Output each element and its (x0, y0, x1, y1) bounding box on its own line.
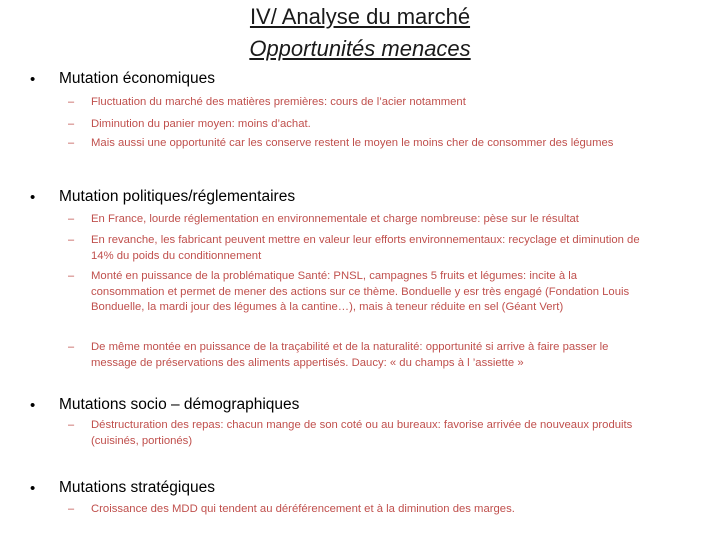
dash-icon: – (68, 96, 75, 108)
list-item: Monté en puissance de la problématique Santé: PNSL, campagnes 5 fruits et légumes: incite à la consommation et permet de mener des actions sur ce thème. Bonduelle y esr très engagé (Fondation Louis Bonduelle, la mardi jour des légumes à la cantine…), mais à teneur réduite en sel (Géant Vert) (91, 270, 630, 314)
bullet-icon: • (30, 480, 36, 497)
dash-icon: – (68, 213, 75, 225)
section-heading-socio-demographiques: Mutations socio – démographiques (59, 396, 300, 413)
bullet-icon: • (30, 397, 36, 414)
list-item: Croissance des MDD qui tendent au déréférencement et à la diminution des marges. (91, 503, 515, 515)
list-item: En revanche, les fabricant peuvent mettre en valeur leur efforts environnementaux: recyclage et diminution de 14% du poids du conditionnement (91, 234, 640, 262)
dash-icon: – (68, 137, 75, 149)
section-heading-politiques: Mutation politiques/réglementaires (59, 188, 296, 205)
section-heading-strategiques: Mutations stratégiques (59, 479, 215, 496)
slide-title: IV/ Analyse du marché (249, 4, 471, 29)
dash-icon: – (68, 341, 75, 353)
dash-icon: – (68, 118, 75, 130)
dash-icon: – (68, 419, 75, 431)
dash-icon: – (68, 270, 75, 282)
list-item: Mais aussi une opportunité car les conserve restent le moyen le moins cher de consommer des légumes (91, 137, 614, 149)
list-item: Diminution du panier moyen: moins d’achat. (91, 118, 311, 130)
list-item: Fluctuation du marché des matières premières: cours de l’acier notamment (91, 96, 466, 108)
slide-subtitle: Opportunités menaces (249, 36, 471, 61)
section-heading-economiques: Mutation économiques (59, 70, 215, 87)
list-item: En France, lourde réglementation en environnementale et charge nombreuse: pèse sur le résultat (91, 213, 579, 225)
dash-icon: – (68, 503, 75, 515)
list-item: Déstructuration des repas: chacun mange de son coté ou au bureaux: favorise arrivée de nouveaux produits (cuisinés, portionés) (91, 419, 633, 447)
dash-icon: – (68, 234, 75, 246)
bullet-icon: • (30, 71, 36, 88)
list-item: De même montée en puissance de la traçabilité et de la naturalité: opportunité si arrive à faire passer le message de préservations des aliments appertisés. Daucy: « du champs à l ’assiette » (91, 341, 609, 369)
bullet-icon: • (30, 189, 36, 206)
